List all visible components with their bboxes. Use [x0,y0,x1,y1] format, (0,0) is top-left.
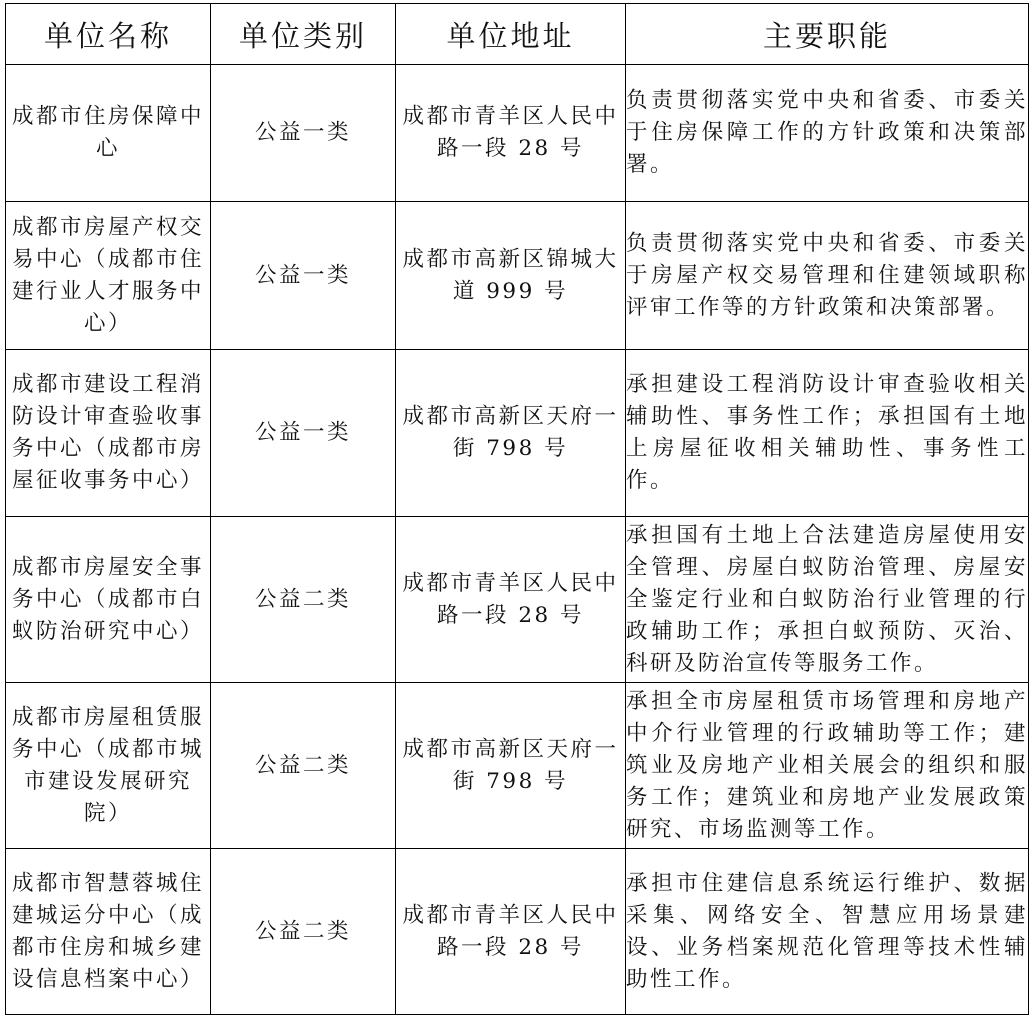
header-main-function: 主要职能 [626,4,1029,65]
unit-function-cell: 承担建设工程消防设计审查验收相关辅助性、事务性工作；承担国有土地上房屋征收相关辅助性、事务性工作。 [626,350,1029,517]
header-unit-name: 单位名称 [6,4,211,65]
header-unit-address: 单位地址 [396,4,626,65]
header-unit-type: 单位类别 [211,4,396,65]
table-row [6,202,1029,350]
table-row [6,65,1029,202]
unit-name-cell: 成都市建设工程消防设计审查验收事务中心（成都市房屋征收事务中心） [6,350,211,517]
unit-type-cell: 公益一类 [211,350,396,517]
unit-type-cell: 公益二类 [211,849,396,1015]
unit-name-cell: 成都市房屋安全事务中心（成都市白蚁防治研究中心） [6,517,211,683]
unit-function-cell: 负责贯彻落实党中央和省委、市委关于房屋产权交易管理和住建领域职称评审工作等的方针政策和决策部署。 [626,202,1029,350]
unit-name-cell: 成都市房屋租赁服务中心（成都市城市建设发展研究院） [6,683,211,849]
unit-type-cell: 公益一类 [211,202,396,350]
unit-address-cell: 成都市青羊区人民中路一段 28 号 [396,517,626,683]
unit-name-cell: 成都市住房保障中心 [6,65,211,202]
unit-name-cell: 成都市房屋产权交易中心（成都市住建行业人才服务中心） [6,202,211,350]
unit-type-cell: 公益二类 [211,517,396,683]
header-row [6,4,1029,65]
unit-name-cell: 成都市智慧蓉城住建城运分中心（成都市住房和城乡建设信息档案中心） [6,849,211,1015]
unit-function-cell: 承担市住建信息系统运行维护、数据采集、网络安全、智慧应用场景建设、业务档案规范化管理等技术性辅助性工作。 [626,849,1029,1015]
unit-function-cell: 承担全市房屋租赁市场管理和房地产中介行业管理的行政辅助等工作；建筑业及房地产业相关展会的组织和服务工作；建筑业和房地产业发展政策研究、市场监测等工作。 [626,683,1029,849]
unit-address-cell: 成都市青羊区人民中路一段 28 号 [396,849,626,1015]
units-table [5,3,1029,1015]
unit-type-cell: 公益一类 [211,65,396,202]
unit-address-cell: 成都市青羊区人民中路一段 28 号 [396,65,626,202]
unit-address-cell: 成都市高新区天府一街 798 号 [396,683,626,849]
table-row [6,849,1029,1015]
unit-function-cell: 负责贯彻落实党中央和省委、市委关于住房保障工作的方针政策和决策部署。 [626,65,1029,202]
table-row [6,350,1029,517]
unit-address-cell: 成都市高新区锦城大道 999 号 [396,202,626,350]
unit-type-cell: 公益二类 [211,683,396,849]
unit-address-cell: 成都市高新区天府一街 798 号 [396,350,626,517]
unit-function-cell: 承担国有土地上合法建造房屋使用安全管理、房屋白蚁防治管理、房屋安全鉴定行业和白蚁防治行业管理的行政辅助工作；承担白蚁预防、灭治、科研及防治宣传等服务工作。 [626,517,1029,683]
table-row [6,683,1029,849]
table-row [6,517,1029,683]
